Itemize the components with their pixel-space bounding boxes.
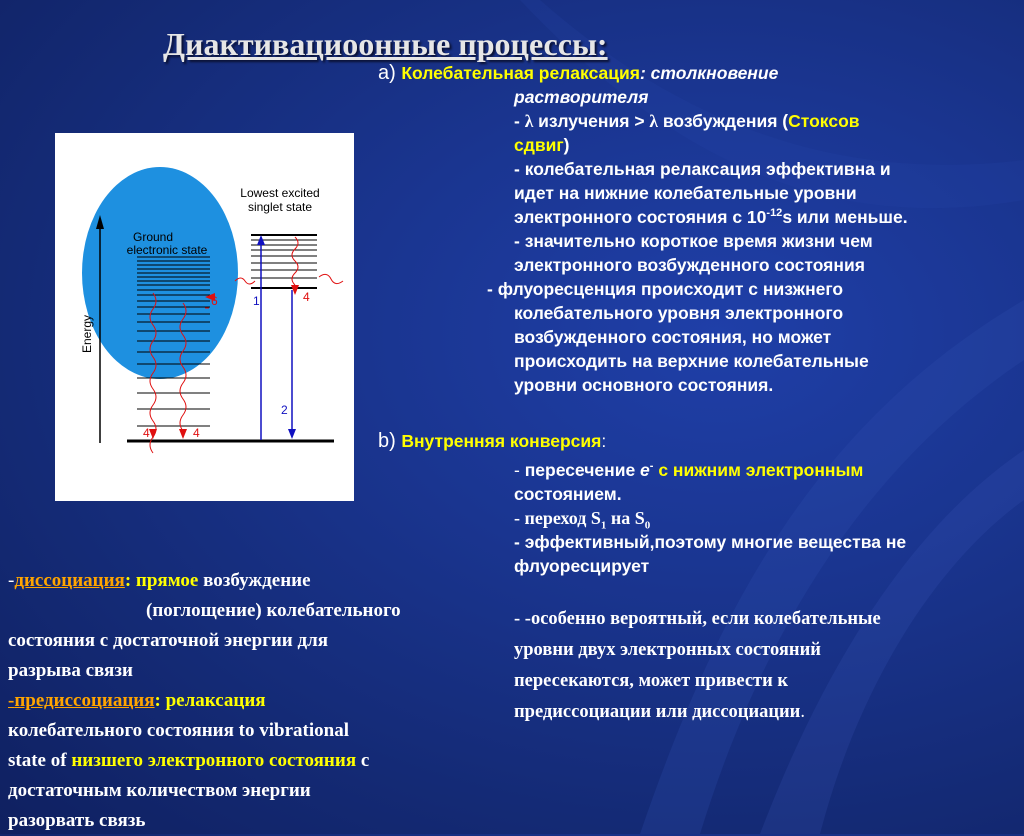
- section-a-heading: Колебательная релаксация: [401, 63, 640, 83]
- section-a-line-11: колебательного уровня электронного: [514, 303, 844, 323]
- label-4-excited: 4: [303, 290, 310, 304]
- section-a-line-5: - колебательная релаксация эффективна и: [514, 159, 891, 179]
- label-1: 1: [253, 294, 260, 308]
- notes-line-2: (поглощение) колебательного: [146, 600, 401, 621]
- section-b-line-3: состоянием.: [514, 484, 622, 504]
- section-a-line-12: возбужденного состояния, но может: [514, 327, 832, 347]
- section-a-line-4: сдвиг): [514, 135, 570, 155]
- notes-line-9: разорвать связь: [8, 810, 146, 831]
- excited-state-label-1: Lowest excited: [240, 186, 320, 200]
- section-b-line-10: предиссоциации или диссоциации.: [514, 702, 805, 722]
- label-4-ground-right: 4: [193, 426, 200, 440]
- section-a-line-2: растворителя: [514, 87, 649, 107]
- section-a-line-9: электронного возбужденного состояния: [514, 255, 865, 275]
- notes-line-5: -предиссоциация: релаксация: [8, 690, 266, 711]
- section-b-line-8: уровни двух электронных состояний: [514, 640, 821, 660]
- section-a-line-3: - λ излучения > λ возбуждения (Стоксов: [514, 111, 860, 131]
- label-6: 6: [211, 294, 218, 308]
- label-2: 2: [281, 403, 288, 417]
- energy-label: Energy: [80, 314, 94, 353]
- notes-line-8: достаточным количеством энергии: [8, 780, 311, 801]
- section-a: [378, 61, 1018, 397]
- section-b-heading-tail: :: [601, 431, 607, 451]
- ground-state-label-1: Ground: [132, 230, 174, 244]
- section-b-line-4: - переход $S_1$ на $S_0$: [514, 508, 651, 532]
- section-a-heading-tail: : столкновение: [639, 63, 779, 83]
- notes-line-4: разрыва связи: [8, 660, 133, 681]
- dissociation-notes: [8, 566, 508, 836]
- section-b-line-7: - -особенно вероятный, если колебательные: [514, 609, 881, 629]
- section-b: [378, 429, 1018, 578]
- section-a-line-14: уровни основного состояния.: [514, 375, 774, 395]
- notes-line-7: state of низшего электронного состояния с: [8, 750, 370, 771]
- section-a-line-13: происходить на верхние колебательные: [514, 351, 869, 371]
- label-4-ground-left: 4: [143, 426, 150, 440]
- ground-state-label-2: electronic state: [126, 243, 208, 257]
- section-b-lower: [514, 604, 1014, 728]
- notes-line-3: состояния с достаточной энергии для: [8, 630, 329, 651]
- section-a-line-6: идет на нижние колебательные уровни: [514, 183, 857, 203]
- section-b-line-9: пересекаются, может привести к: [514, 671, 789, 691]
- section-a-line-8: - значительно короткое время жизни чем: [514, 231, 873, 251]
- section-b-line-5: - эффективный,поэтому многие вещества не: [514, 532, 907, 552]
- section-b-marker: b): [378, 430, 402, 452]
- section-a-line-10: - флуоресценция происходит с низжнего: [487, 279, 844, 299]
- section-b-heading: Внутренняя конверсия: [401, 431, 602, 451]
- excited-state-label-2: singlet state: [247, 200, 313, 214]
- section-b-line-6: флуоресцирует: [514, 556, 650, 576]
- section-b-line-2: - пересечение e- с нижним электронным: [514, 460, 864, 480]
- page-title: Диактивациoонные процессы:: [163, 26, 608, 62]
- section-a-line-7: электронного состояния с $10^{-12}s$ или меньше.: [514, 207, 908, 227]
- jablonski-diagram: [55, 133, 354, 501]
- section-a-marker: a): [378, 62, 402, 84]
- notes-line-6: колебательного состояния to vibrational: [8, 720, 349, 741]
- notes-line-1: -диссоциация: прямое возбуждение: [8, 570, 311, 591]
